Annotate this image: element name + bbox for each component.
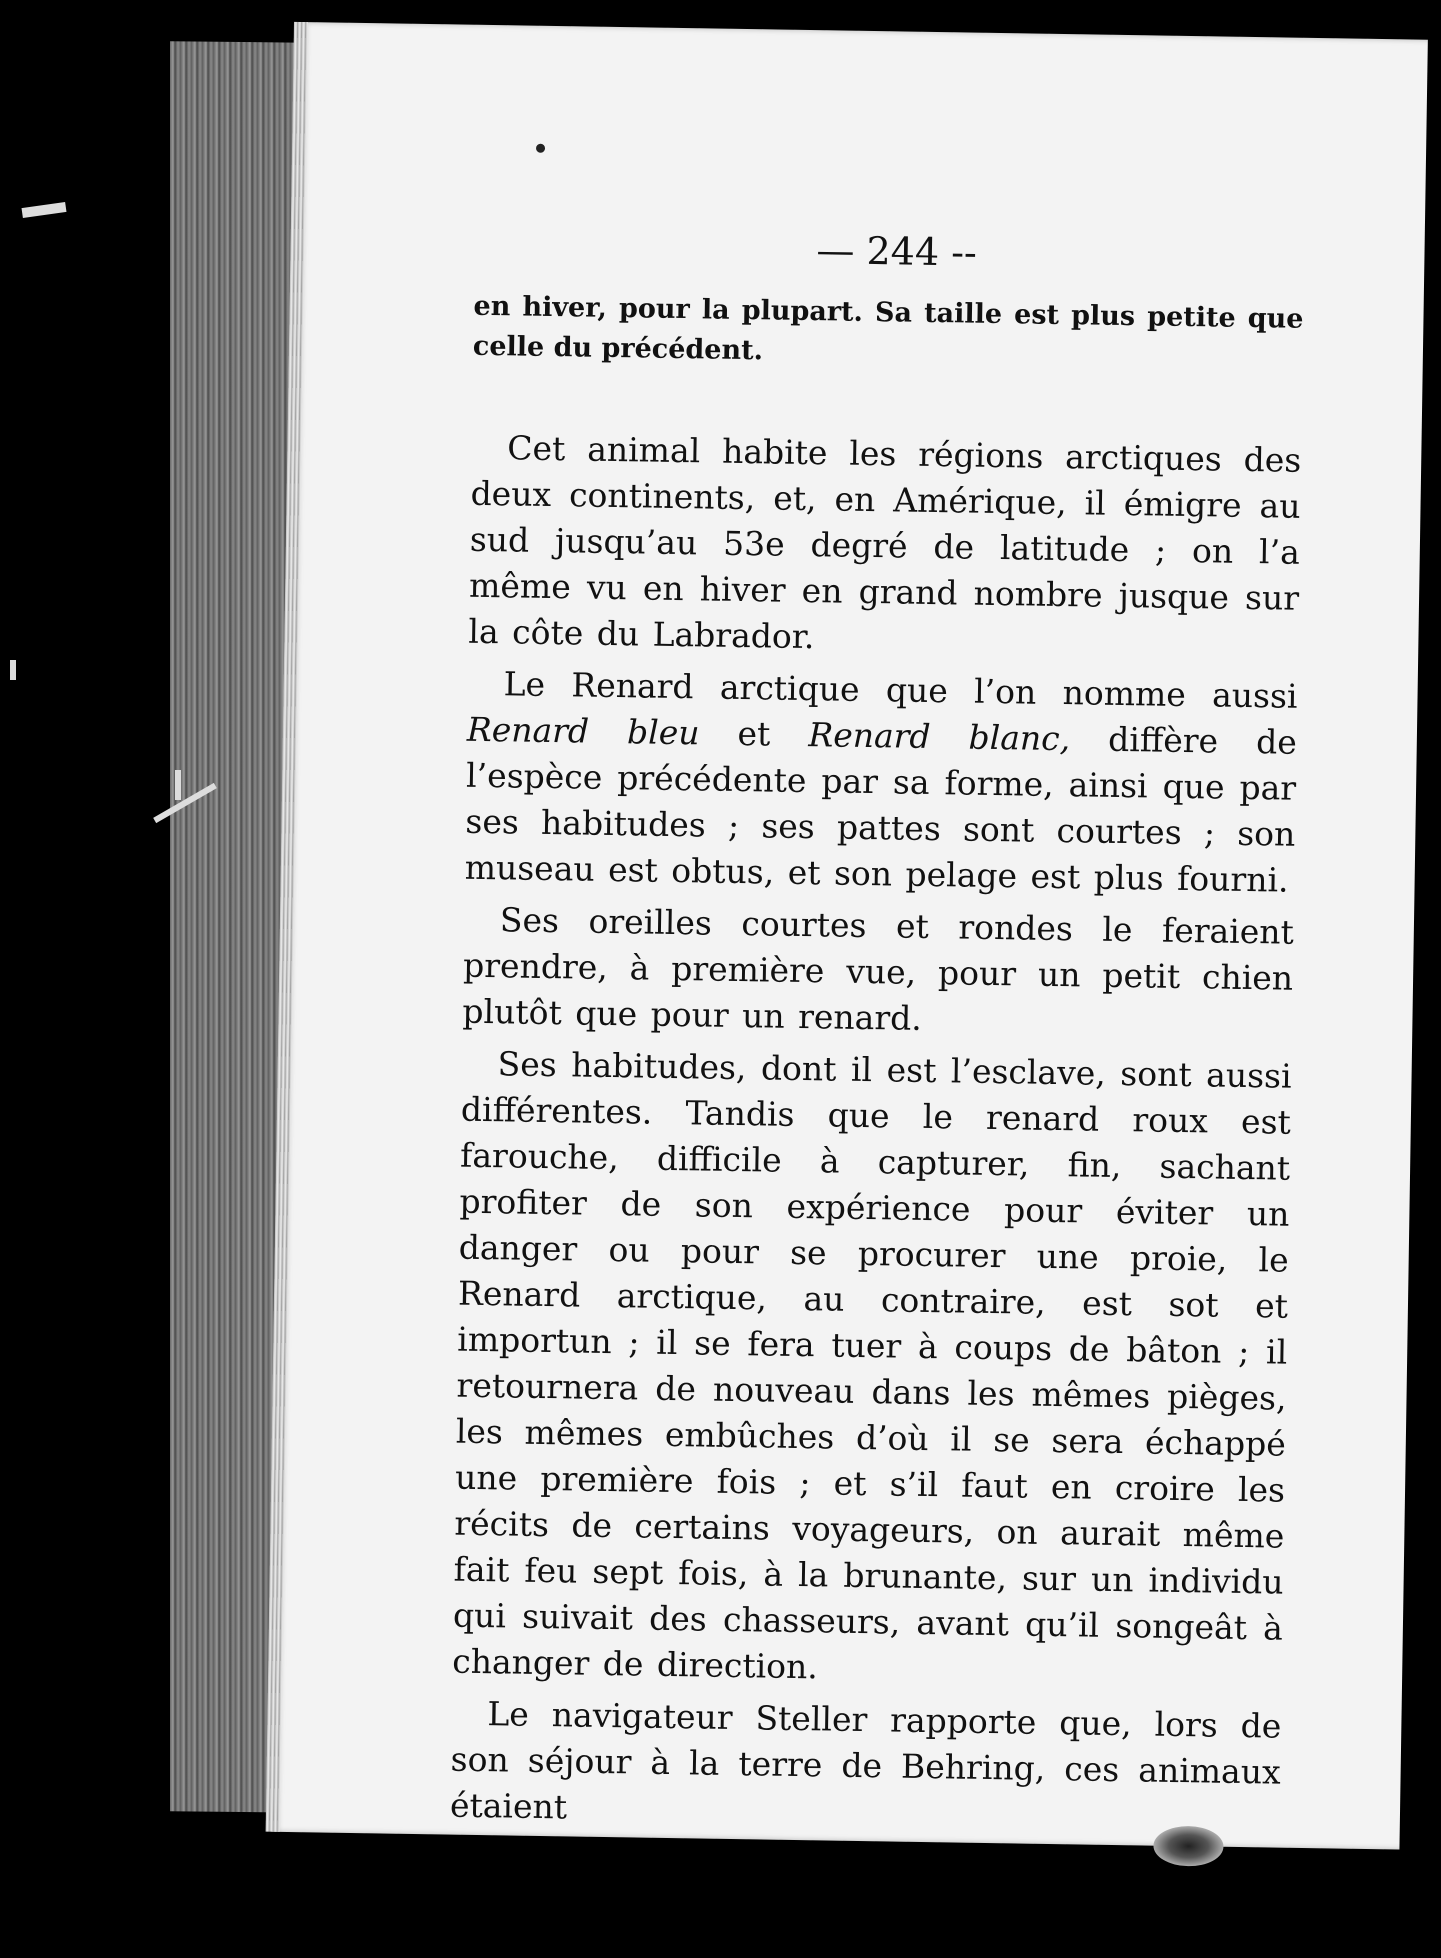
- paragraph: Ses oreilles courtes et rondes le feraient prendre, à première vue, pour un petit chien plutôt que pour un renard.: [462, 900, 1295, 1038]
- paragraph: Ses habitudes, dont il est l’esclave, sont aussi différentes. Tandis que le renard roux est farouche, difficile à capturer, fin, sachant profiter de son expérience pour éviter un danger ou pour se procurer une proie, le Renard arctique, au contraire, est sot et importun ; il se fera tuer à coups de bâton ; il retournera de nouveau dans les mêmes pièges, les mêmes embûches d’où il se sera échappé une première fois ; et s’il faut en croire les récits de certains voyageurs, on aurait même fait feu sept fois, à la brunante, sur un individu qui suivait des chasseurs, avant qu’il songeât à changer de direction.: [451, 1044, 1292, 1687]
- scan-artifact: [10, 660, 16, 680]
- scan-artifact: [175, 770, 181, 800]
- intro-text: en hiver, pour la plupart. Sa taille est plus petite que celle du précédent.: [472, 290, 1304, 367]
- page-body: [450, 287, 1304, 1848]
- page-speck: [536, 144, 545, 153]
- paragraph: [464, 661, 1298, 904]
- book-page: [272, 22, 1428, 1849]
- italic-term: Renard blanc,: [808, 715, 1071, 759]
- italic-term: Renard bleu: [466, 709, 700, 753]
- paragraph-text: diffère de l’espèce précédente par sa forme, ainsi que par ses habitudes ; ses pattes sont courtes ; son museau est obtus, et son pelage est plus fourni.: [464, 719, 1298, 900]
- page-number: — 244 --: [816, 228, 978, 275]
- paragraph-text: Le Renard arctique que l’on nomme aussi: [503, 664, 1298, 716]
- paragraph-text: et: [699, 713, 809, 755]
- paragraph: Le navigateur Steller rapporte que, lors de son séjour à la terre de Behring, ces animaux étaient: [449, 1694, 1282, 1827]
- paragraph: Cet animal habite les régions arctiques des deux continents, et, en Amérique, il émigre au sud jusqu’au 53e degré de latitude ; on l’a même vu en hiver en grand nombre jusque sur la côte du Labrador.: [468, 428, 1302, 657]
- scan-artifact: [22, 202, 67, 218]
